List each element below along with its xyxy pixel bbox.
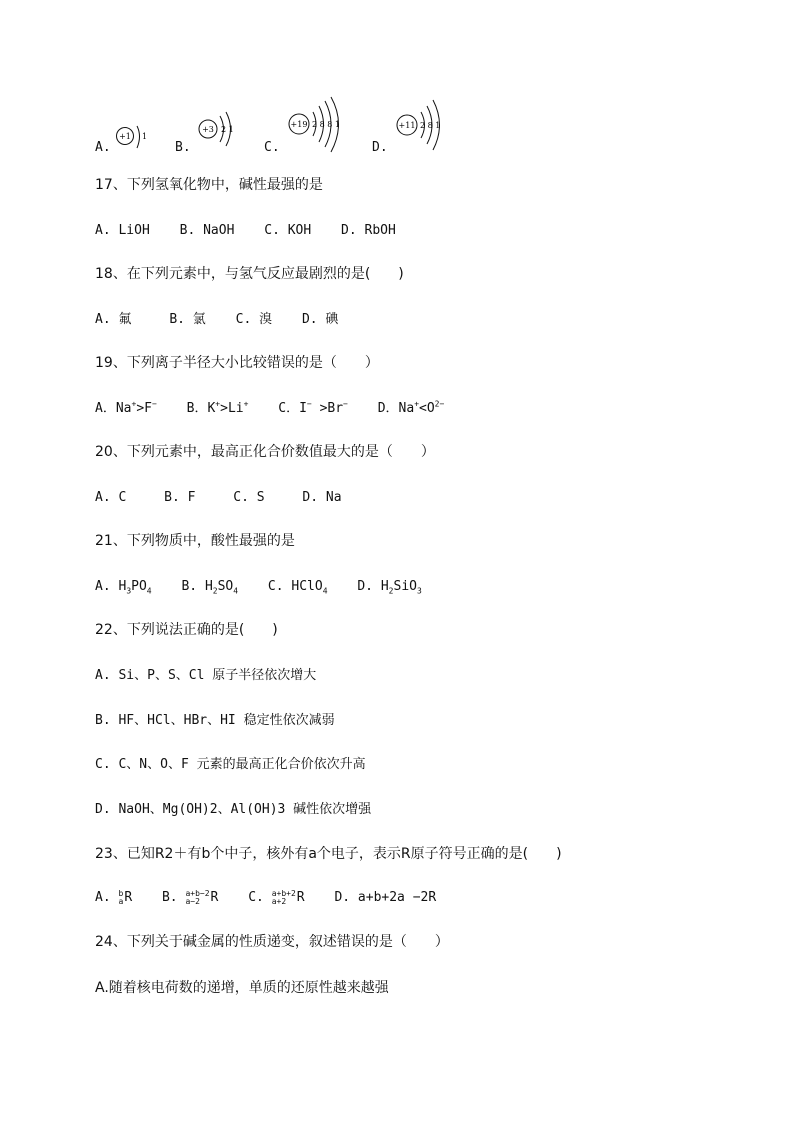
q16-option-c-label: C.	[264, 140, 280, 155]
q20-option-c: C. S	[233, 490, 265, 505]
atom-d-shells: 2 8 1	[420, 121, 441, 130]
atom-c-nucleus: +19	[290, 120, 308, 129]
q19-option-c: C．I− >Br−	[278, 399, 348, 416]
atom-diagram-c	[284, 96, 354, 154]
q21-option-d: D. $H_2SiO_3$	[357, 579, 422, 596]
question-22-stem: 22、下列说法正确的是( )	[95, 622, 278, 638]
question-18-stem: 18、在下列元素中，与氢气反应最剧烈的是( )	[95, 266, 404, 282]
q22-option-b: B. HF、HCl、HBr、HI 稳定性依次减弱	[95, 713, 335, 728]
q20-option-a: A. C	[95, 490, 127, 505]
atom-diagram-a	[115, 124, 155, 154]
q23-option-d: D. a+b+2a −2R	[334, 890, 437, 905]
q19-option-a: A．Na+>F−	[95, 399, 157, 416]
question-17-options	[95, 222, 396, 240]
q17-option-d: D. RbOH	[341, 223, 396, 238]
question-24-stem: 24、下列关于碱金属的性质递变，叙述错误的是（ ）	[95, 934, 449, 950]
question-18-options	[95, 311, 338, 329]
atom-diagram-b	[195, 108, 250, 150]
q18-option-c: C. 溴	[235, 312, 273, 327]
question-23-stem: 23、已知R2＋有b个中子，核外有a个电子，表示R原子符号正确的是( )	[95, 846, 562, 862]
q20-option-d: D. Na	[302, 490, 342, 505]
question-20-stem: 20、下列元素中，最高正化合价数值最大的是（ ）	[95, 444, 435, 460]
question-17-stem: 17、下列氢氧化物中，碱性最强的是	[95, 177, 323, 193]
atom-diagram-d	[393, 98, 453, 152]
q18-option-b: B. 氯	[169, 312, 206, 327]
q19-option-d: D．$Na^+<O^{2-}$	[377, 399, 445, 416]
atom-c-shells: 2 8 8 1	[312, 120, 340, 129]
question-19-options	[95, 400, 444, 418]
q23-option-c: C. a+b+2 a+2 R	[248, 888, 305, 906]
q19-option-b: B．K+>Li+	[186, 399, 249, 416]
q21-option-b: B. $H_2SO_4$	[181, 579, 239, 596]
atom-d-nucleus: +11	[398, 121, 416, 130]
question-19-stem: 19、下列离子半径大小比较错误的是（ ）	[95, 355, 379, 371]
q23-option-b: B. a+b−2 a−2 R	[161, 888, 219, 906]
q23-option-a: A. b a R	[95, 888, 133, 906]
q21-option-a: A. $H_3PO_4$	[95, 579, 152, 596]
q22-option-a: A. Si、P、S、Cl 原子半径依次增大	[95, 668, 317, 683]
q18-option-a: A. 氟	[95, 312, 132, 327]
atom-a-nucleus: +1	[119, 132, 131, 141]
q16-option-d-label: D.	[372, 140, 388, 155]
q18-option-d: D. 碘	[301, 312, 339, 327]
question-21-options	[95, 578, 422, 596]
atom-b-shells: 2 1	[221, 125, 234, 134]
q22-option-d: D. NaOH、Mg(OH)2、Al(OH)3 碱性依次增强	[95, 802, 372, 817]
atom-b-nucleus: +3	[202, 125, 214, 134]
q17-option-a: A. LiOH	[95, 223, 150, 238]
q20-option-b: B. F	[164, 490, 196, 505]
question-20-options	[95, 489, 342, 507]
q21-option-c: C. HClO$_4$	[267, 579, 328, 596]
question-23-options	[95, 889, 436, 907]
q16-option-a-label: A.	[95, 140, 111, 155]
atom-a-shells: 1	[142, 132, 148, 141]
q17-option-b: B. NaOH	[179, 223, 235, 238]
question-21-stem: 21、下列物质中，酸性最强的是	[95, 533, 295, 549]
q22-option-c: C. C、N、O、F 元素的最高正化合价依次升高	[95, 757, 366, 772]
q16-option-b-label: B.	[175, 140, 191, 155]
q17-option-c: C. KOH	[264, 223, 312, 238]
q24-option-a: A.随着核电荷数的递增，单质的还原性越来越强	[95, 980, 389, 996]
